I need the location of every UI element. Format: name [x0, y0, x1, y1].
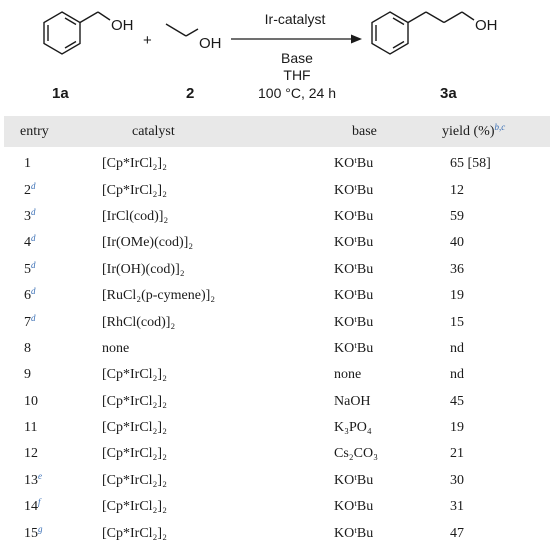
condition-temperature-time: 100 °C, 24 h: [258, 85, 336, 101]
table-row: [4, 204, 550, 230]
cell-entry: [4, 235, 102, 251]
cell-base: KOᵗBu: [334, 340, 374, 356]
entry-number: 4: [24, 235, 31, 251]
cell-entry: [4, 180, 102, 199]
table-row: [4, 177, 550, 203]
cell-catalyst: [IrCl(cod)]₂: [102, 208, 169, 224]
cell-yield: 21: [450, 446, 464, 462]
cell-catalyst: [Cp*IrCl₂]₂: [102, 182, 167, 198]
cell-entry: [4, 470, 102, 489]
catalyst-label: Ir-catalyst: [264, 11, 326, 27]
cell-base: KOᵗBu: [334, 235, 374, 251]
entry-number: 13: [24, 472, 38, 488]
cell-yield: 12: [450, 182, 464, 198]
entry-number: 5: [24, 261, 31, 277]
cell-catalyst: [Cp*IrCl₂]₂: [102, 156, 167, 172]
cell-entry: [4, 420, 102, 436]
cell-yield: 30: [450, 472, 464, 488]
entry-number: 7: [24, 314, 31, 330]
cell-catalyst: [Ir(OH)(cod)]₂: [102, 261, 185, 277]
cell-catalyst: [Cp*IrCl₂]₂: [102, 499, 167, 515]
entry-number: 3: [24, 208, 31, 224]
table-row: [4, 309, 550, 335]
cell-yield: 19: [450, 420, 464, 436]
cell-yield: 65 [58]: [450, 156, 491, 172]
cell-yield: 36: [450, 261, 464, 277]
table-row: [4, 468, 550, 494]
entry-number: 14: [24, 499, 38, 515]
table-row: [4, 441, 550, 467]
benzyl-alcohol-structure: [44, 12, 110, 54]
entry-number: 12: [24, 446, 38, 462]
cell-base: KOᵗBu: [334, 499, 374, 515]
entry-footnote: f: [38, 497, 41, 508]
header-yield-text: yield (%): [442, 123, 495, 139]
cell-base: KOᵗBu: [334, 182, 374, 198]
cell-yield: 15: [450, 314, 464, 330]
cell-entry: [4, 394, 102, 410]
cell-catalyst: [Cp*IrCl₂]₂: [102, 420, 167, 436]
cell-base: KOᵗBu: [334, 208, 374, 224]
header-yield: [432, 121, 550, 140]
header-entry: entry: [20, 123, 49, 139]
condition-base: Base: [281, 50, 313, 66]
entry-number: 9: [24, 367, 31, 383]
cell-yield: 45: [450, 393, 464, 409]
cell-catalyst: [RuCl₂(p-cymene)]₂: [102, 288, 216, 304]
cell-catalyst: none: [102, 340, 130, 356]
cell-base: KOᵗBu: [334, 314, 374, 330]
cell-catalyst: [Cp*IrCl₂]₂: [102, 525, 167, 541]
header-yield-footnote: b,c: [494, 121, 506, 132]
product-oh: OH: [475, 17, 498, 34]
table-row: [4, 389, 550, 415]
table-row: [4, 520, 550, 546]
reagent-2-oh: OH: [199, 35, 222, 52]
cell-base: KOᵗBu: [334, 472, 374, 488]
condition-solvent: THF: [283, 67, 311, 83]
cell-entry: [4, 288, 102, 304]
header-catalyst: catalyst: [132, 123, 175, 139]
cell-entry: [4, 499, 102, 515]
cell-yield: nd: [450, 340, 464, 356]
cell-catalyst: [Cp*IrCl₂]₂: [102, 367, 167, 383]
entry-number: 10: [24, 393, 38, 409]
entry-footnote: e: [38, 470, 42, 481]
ethanol-structure: [166, 24, 198, 36]
cell-yield: nd: [450, 367, 464, 383]
cell-base: none: [334, 367, 362, 383]
cell-catalyst: [Cp*IrCl₂]₂: [102, 393, 167, 409]
cell-base: NaOH: [334, 393, 371, 409]
reaction-scheme: [0, 0, 554, 112]
cell-entry: [4, 523, 102, 542]
table-row: [4, 494, 550, 520]
cell-catalyst: [RhCl(cod)]₂: [102, 314, 176, 330]
cell-catalyst: [Cp*IrCl₂]₂: [102, 472, 167, 488]
header-base: base: [352, 123, 377, 139]
product-label: 3a: [440, 85, 457, 102]
cell-catalyst: [Cp*IrCl₂]₂: [102, 446, 167, 462]
table-row: [4, 283, 550, 309]
cell-base: KOᵗBu: [334, 288, 374, 304]
entry-footnote: d: [31, 180, 36, 191]
entry-footnote: d: [31, 286, 36, 297]
table-row: [4, 362, 550, 388]
reagent-1a-oh: OH: [111, 17, 134, 34]
entry-footnote: d: [31, 312, 36, 323]
cell-yield: 31: [450, 499, 464, 515]
cell-yield: 59: [450, 208, 464, 224]
entry-number: 2: [24, 182, 31, 198]
entry-number: 1: [24, 156, 31, 172]
entry-footnote: d: [31, 233, 36, 244]
reaction-arrow: [231, 35, 362, 44]
entry-number: 11: [24, 420, 38, 436]
cell-entry: [4, 206, 102, 225]
table-row: [4, 336, 550, 362]
cell-entry: [4, 446, 102, 462]
product-structure: [372, 12, 474, 54]
table-row: [4, 257, 550, 283]
optimization-table: [4, 116, 550, 547]
entry-footnote: d: [31, 259, 36, 270]
cell-entry: [4, 341, 102, 357]
cell-entry: [4, 156, 102, 172]
cell-yield: 47: [450, 525, 464, 541]
table-header: [4, 116, 550, 147]
cell-entry: [4, 367, 102, 383]
cell-yield: 40: [450, 235, 464, 251]
table-row: [4, 151, 550, 177]
cell-entry: [4, 312, 102, 331]
cell-base: KOᵗBu: [334, 525, 374, 541]
cell-base: Cs₂CO₃: [334, 446, 378, 462]
table-row: [4, 230, 550, 256]
table-row: [4, 415, 550, 441]
cell-base: K₃PO₄: [334, 420, 372, 436]
cell-catalyst: [Ir(OMe)(cod)]₂: [102, 235, 194, 251]
entry-number: 6: [24, 288, 31, 304]
entry-number: 8: [24, 340, 31, 356]
cell-yield: 19: [450, 288, 464, 304]
entry-footnote: g: [38, 523, 43, 534]
cell-base: KOᵗBu: [334, 261, 374, 277]
reagent-2-label: 2: [186, 85, 195, 102]
entry-footnote: d: [31, 206, 36, 217]
cell-entry: [4, 259, 102, 278]
cell-base: KOᵗBu: [334, 156, 374, 172]
plus-sign: +: [143, 32, 152, 49]
reagent-1a-label: 1a: [52, 85, 69, 102]
entry-number: 15: [24, 525, 38, 541]
table-body: [4, 147, 550, 547]
